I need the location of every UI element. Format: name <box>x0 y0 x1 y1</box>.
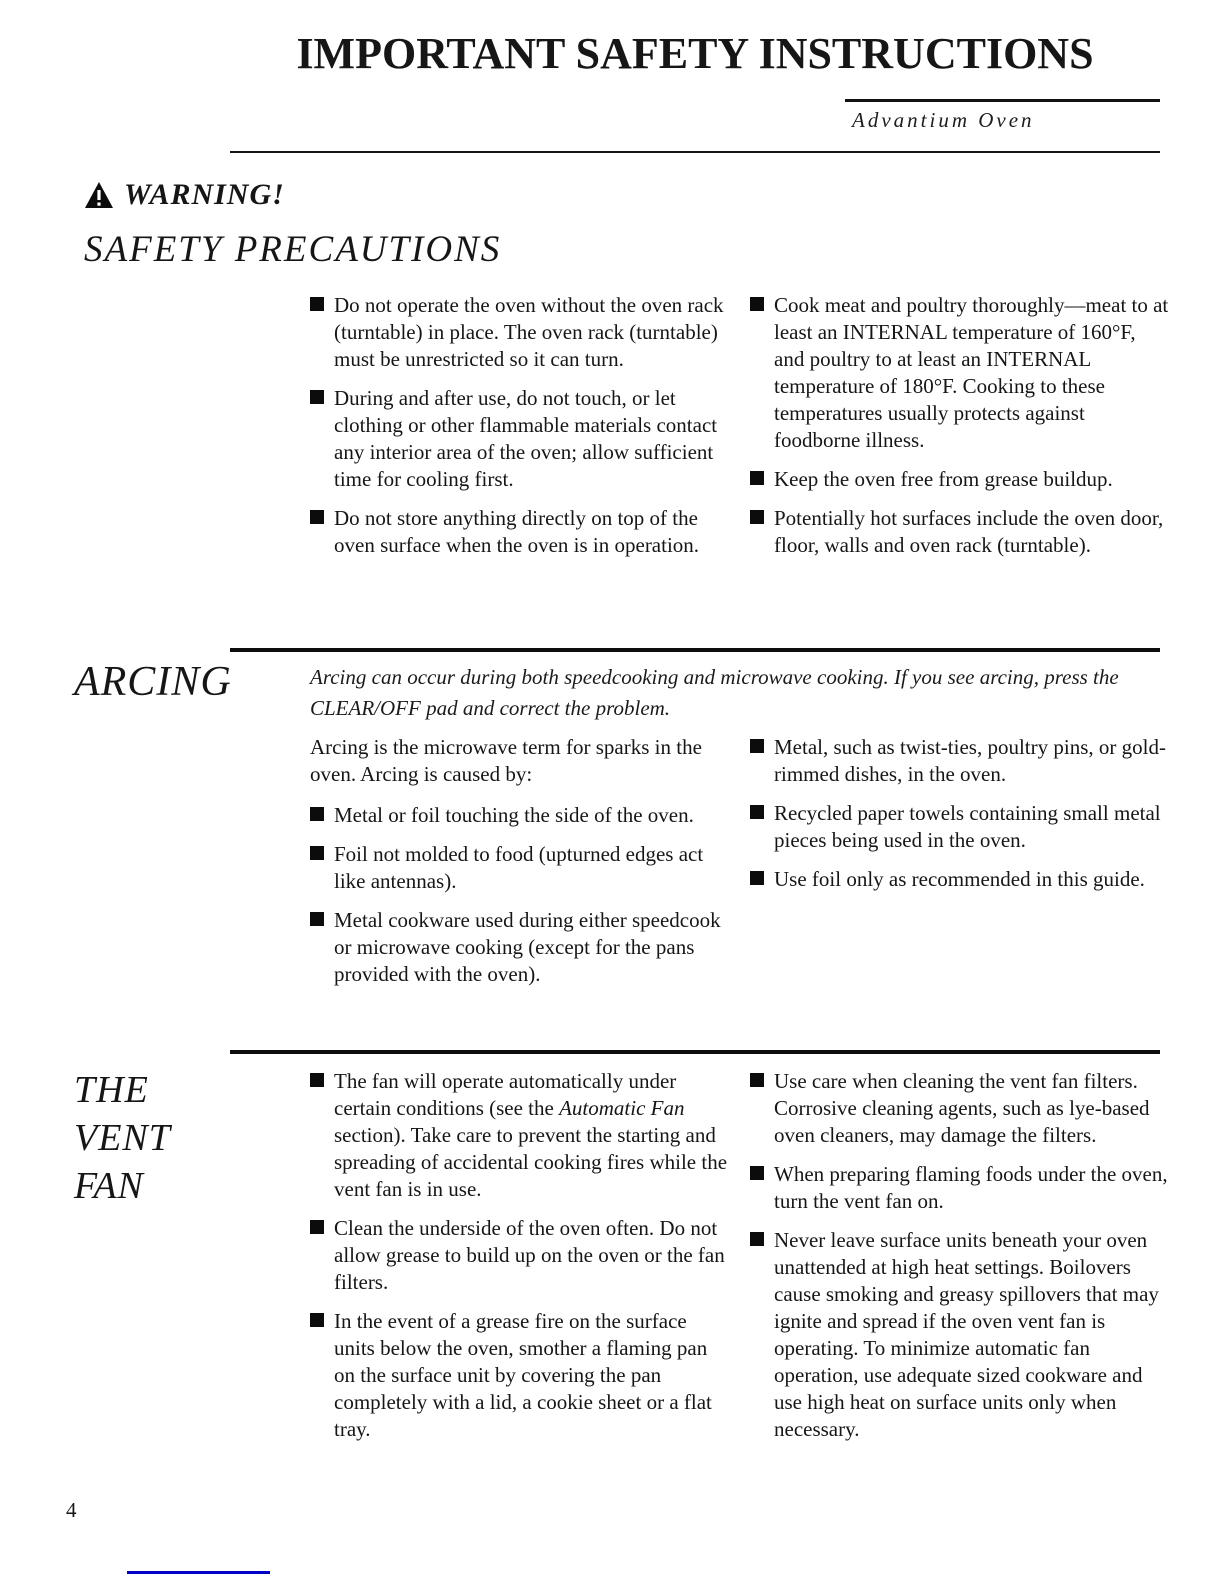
bullet-item <box>750 734 1170 788</box>
square-bullet-icon <box>310 1073 324 1087</box>
bullet-text: Metal cookware used during either speedcook or microwave cooking (except for the pans provided with the oven). <box>334 908 721 986</box>
vent-fan-right-column <box>750 1068 1170 1455</box>
bullet-text: Clean the underside of the oven often. Do not allow grease to build up on the oven or the fan filters. <box>334 1216 725 1294</box>
arcing-right-column <box>750 734 1170 1000</box>
bullet-item <box>750 1068 1170 1149</box>
bullet-item <box>310 1308 728 1443</box>
vent-fan-columns <box>310 1068 1170 1455</box>
square-bullet-icon <box>750 471 764 485</box>
square-bullet-icon <box>310 807 324 821</box>
square-bullet-icon <box>750 1073 764 1087</box>
bullet-item <box>310 505 728 559</box>
bullet-item <box>310 841 728 895</box>
bullet-item <box>750 505 1170 559</box>
square-bullet-icon <box>310 510 324 524</box>
vent-fan-heading <box>74 1066 171 1210</box>
bullet-item <box>310 292 728 373</box>
warning-left-column <box>310 292 728 571</box>
bullet-text: Use care when cleaning the vent fan filters. Corrosive cleaning agents, such as lye-based oven cleaners, may damage the filters. <box>774 1069 1150 1147</box>
bullet-text: When preparing flaming foods under the oven, turn the vent fan on. <box>774 1162 1168 1213</box>
safety-precautions-heading: SAFETY PRECAUTIONS <box>84 229 502 270</box>
bullet-text: Recycled paper towels containing small metal pieces being used in the oven. <box>774 801 1161 852</box>
arcing-lead: Arcing is the microwave term for sparks in the oven. Arcing is caused by: <box>310 735 702 786</box>
square-bullet-icon <box>750 805 764 819</box>
arcing-columns <box>310 734 1170 1000</box>
bullet-item <box>310 802 728 829</box>
warning-columns <box>310 292 1170 571</box>
vent-fan-heading-line: THE <box>74 1069 149 1111</box>
square-bullet-icon <box>310 297 324 311</box>
square-bullet-icon <box>310 390 324 404</box>
page-title: IMPORTANT SAFETY INSTRUCTIONS <box>296 29 1094 78</box>
brand-label: Advantium Oven <box>852 108 1035 132</box>
bullet-item <box>310 1215 728 1296</box>
bullet-item <box>750 466 1170 493</box>
bullet-text: Potentially hot surfaces include the oven door, floor, walls and oven rack (turntable). <box>774 506 1164 557</box>
arcing-left-column <box>310 734 728 1000</box>
square-bullet-icon <box>750 1232 764 1246</box>
bullet-item <box>310 385 728 493</box>
arcing-intro: Arcing can occur during both speedcooking and microwave cooking. If you see arcing, press the CLEAR/OFF pad and correct the problem. <box>310 665 1119 720</box>
page-number: 4 <box>66 1498 77 1522</box>
brand-rule <box>845 99 1160 102</box>
section-divider <box>230 1050 1160 1054</box>
square-bullet-icon <box>750 871 764 885</box>
square-bullet-icon <box>750 510 764 524</box>
bullet-text-pre: The fan will operate automatically under certain conditions (see the <box>334 1069 677 1120</box>
arcing-heading: ARCING <box>74 659 232 705</box>
section-divider <box>230 648 1160 652</box>
bullet-text-post: section). Take care to prevent the starting and spreading of accidental cooking fires while the vent fan is in use. <box>334 1123 728 1201</box>
bullet-text: Cook meat and poultry thoroughly—meat to at least an INTERNAL temperature of 160°F, and poultry to at least an INTERNAL temperature of 180°F. Cooking to these temperatures usually protects against foodborne illness. <box>774 293 1169 452</box>
bullet-item <box>310 907 728 988</box>
bullet-text: Do not store anything directly on top of the oven surface when the oven is in operation. <box>334 506 700 557</box>
bullet-item <box>750 1227 1170 1443</box>
warning-heading-row <box>84 178 285 212</box>
vent-fan-heading-line: VENT <box>74 1117 171 1159</box>
bullet-item <box>310 1068 728 1203</box>
bullet-text: Foil not molded to food (upturned edges act like antennas). <box>334 842 704 893</box>
square-bullet-icon <box>750 739 764 753</box>
bullet-text <box>334 1068 728 1203</box>
bullet-text: Use foil only as recommended in this guide. <box>774 867 1145 891</box>
square-bullet-icon <box>750 297 764 311</box>
square-bullet-icon <box>750 1166 764 1180</box>
square-bullet-icon <box>310 846 324 860</box>
bullet-text-italic: Automatic Fan <box>559 1096 685 1120</box>
square-bullet-icon <box>310 912 324 926</box>
warning-right-column <box>750 292 1170 571</box>
vent-fan-left-column <box>310 1068 728 1455</box>
bullet-item <box>750 1161 1170 1215</box>
footer-link-line <box>127 1571 270 1574</box>
bullet-text: In the event of a grease fire on the surface units below the oven, smother a flaming pan on the surface unit by covering the pan completely with a lid, a cookie sheet or a flat tray. <box>334 1309 712 1441</box>
bullet-item <box>750 292 1170 454</box>
bullet-text: Never leave surface units beneath your oven unattended at high heat settings. Boilovers cause smoking and greasy spillovers that may ignite and spread if the oven vent fan is operating. To minimize automatic fan operation, use adequate sized cookware and use high heat on surface units only when necessary. <box>774 1228 1159 1441</box>
warning-heading: WARNING! <box>124 178 285 211</box>
bullet-text: Do not operate the oven without the oven rack (turntable) in place. The oven rack (turntable) must be unrestricted so it can turn. <box>334 293 724 371</box>
warning-icon <box>84 181 114 209</box>
bullet-item <box>750 800 1170 854</box>
bullet-text: Keep the oven free from grease buildup. <box>774 467 1113 491</box>
square-bullet-icon <box>310 1220 324 1234</box>
bullet-item <box>750 866 1170 893</box>
header-rule <box>230 151 1160 153</box>
bullet-text: Metal, such as twist-ties, poultry pins, or gold-rimmed dishes, in the oven. <box>774 735 1166 786</box>
square-bullet-icon <box>310 1313 324 1327</box>
bullet-text: Metal or foil touching the side of the oven. <box>334 803 694 827</box>
bullet-text: During and after use, do not touch, or let clothing or other flammable materials contact any interior area of the oven; allow sufficient time for cooling first. <box>334 386 718 491</box>
vent-fan-heading-line: FAN <box>74 1165 144 1207</box>
